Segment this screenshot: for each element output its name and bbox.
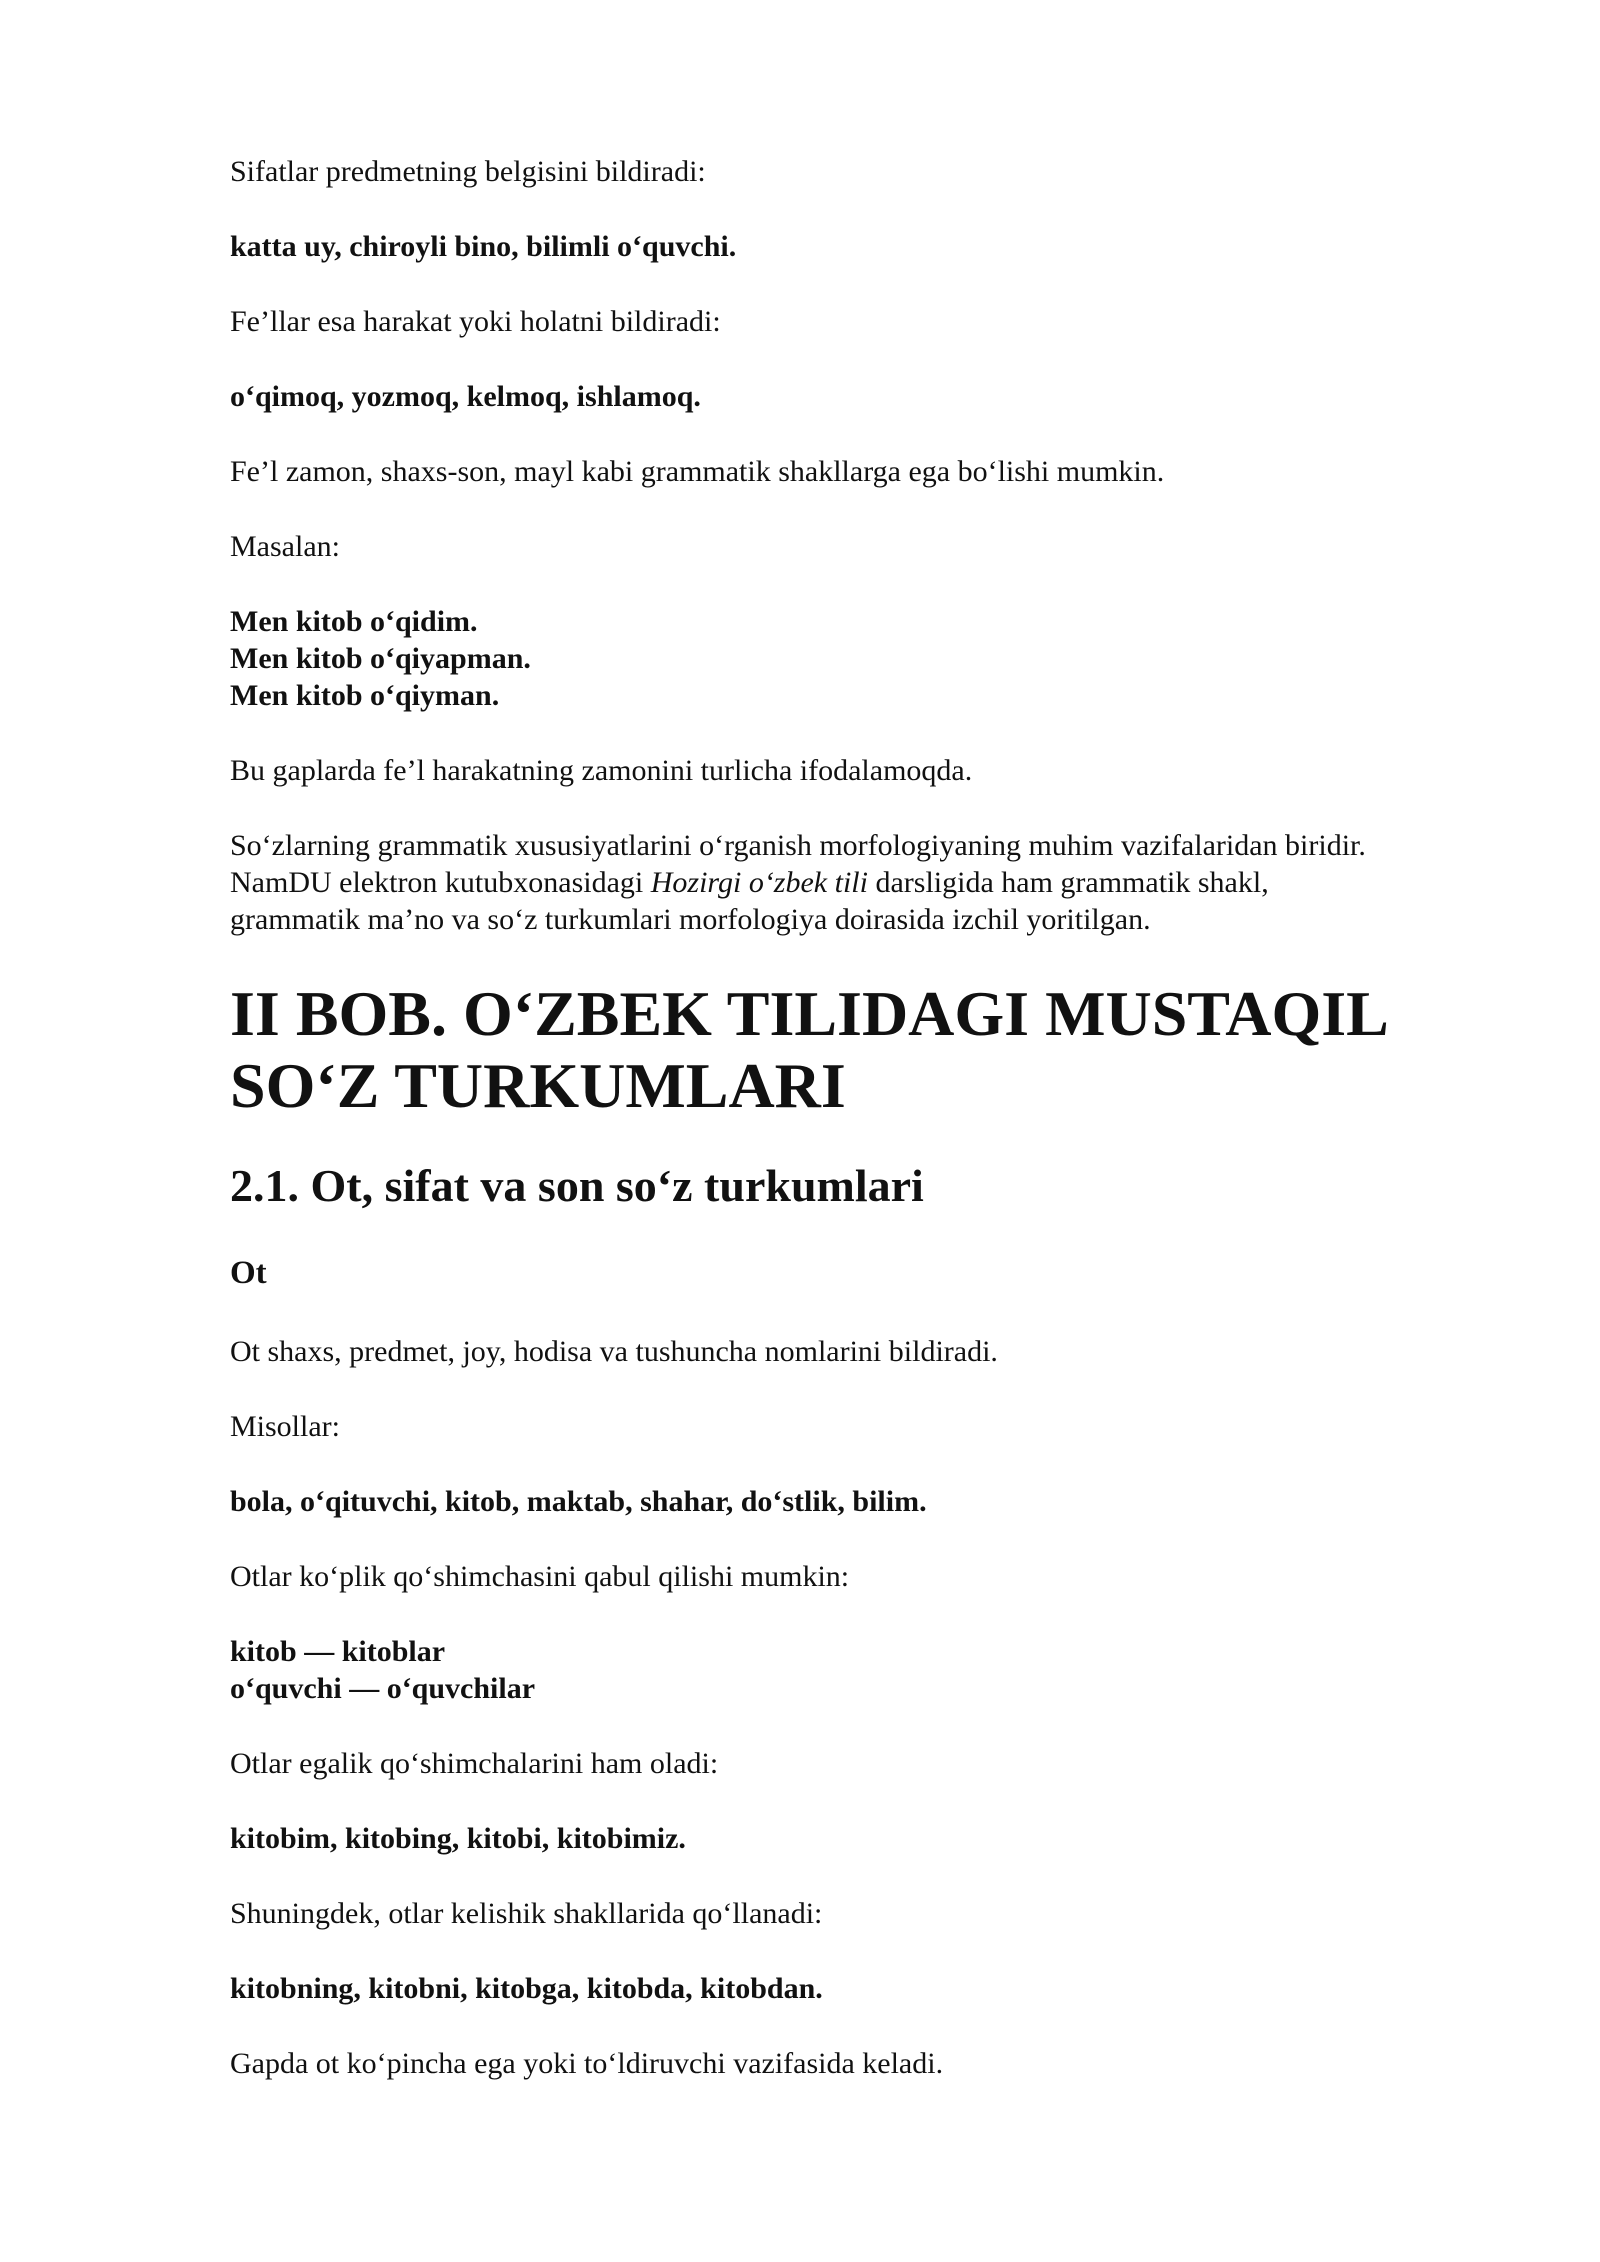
- text-run: darsligida ham grammatik shakl,: [867, 866, 1269, 899]
- example-sentence: Men kitob o‘qiyman.: [230, 679, 500, 712]
- chapter-title-line: II BOB. O‘ZBEK TILIDAGI MUSTAQIL: [230, 978, 1389, 1049]
- paragraph-egalik: Otlar egalik qo‘shimchalarini ham oladi:: [230, 1747, 719, 1780]
- book-title: Hozirgi o‘zbek tili: [650, 866, 868, 899]
- example-sentence: Men kitob o‘qiyapman.: [230, 642, 531, 675]
- chapter-title-line: SO‘Z TURKUMLARI: [230, 1050, 846, 1121]
- paragraph-masalan: Masalan:: [230, 530, 340, 563]
- paragraph-ot-definition: Ot shaxs, predmet, joy, hodisa va tushuncha nomlarini bildiradi.: [230, 1335, 998, 1368]
- example-sentence: Men kitob o‘qidim.: [230, 605, 478, 638]
- example-koplik: o‘quvchi — o‘quvchilar: [230, 1672, 536, 1705]
- paragraph-gapda-ot: Gapda ot ko‘pincha ega yoki to‘ldiruvchi vazifasida keladi.: [230, 2047, 944, 2080]
- paragraph-morfologiya-line: grammatik ma’no va so‘z turkumlari morfologiya doirasida izchil yoritilgan.: [230, 903, 1151, 936]
- example-kelishik: kitobning, kitobni, kitobga, kitobda, kitobdan.: [230, 1972, 823, 2005]
- section-title: 2.1. Ot, sifat va son so‘z turkumlari: [230, 1160, 924, 1211]
- subsection-title: Ot: [230, 1255, 267, 1291]
- example-egalik: kitobim, kitobing, kitobi, kitobimiz.: [230, 1822, 686, 1855]
- paragraph-morfologiya-line: [230, 864, 1269, 901]
- paragraph-morfologiya-line: So‘zlarning grammatik xususiyatlarini o‘rganish morfologiyaning muhim vazifalaridan biridir.: [230, 829, 1366, 862]
- example-otlar: bola, o‘qituvchi, kitob, maktab, shahar, do‘stlik, bilim.: [230, 1485, 927, 1518]
- example-sifatlar: katta uy, chiroyli bino, bilimli o‘quvchi.: [230, 230, 737, 263]
- text-run: NamDU elektron kutubxonasidagi: [230, 866, 651, 899]
- paragraph-sifatlar: Sifatlar predmetning belgisini bildiradi:: [230, 155, 706, 188]
- paragraph-koplik: Otlar ko‘plik qo‘shimchasini qabul qilishi mumkin:: [230, 1560, 850, 1593]
- example-fellar: o‘qimoq, yozmoq, kelmoq, ishlamoq.: [230, 380, 701, 413]
- example-koplik: kitob — kitoblar: [230, 1635, 446, 1668]
- paragraph-fellar: Fe’llar esa harakat yoki holatni bildiradi:: [230, 305, 721, 338]
- paragraph-zamon: Bu gaplarda fe’l harakatning zamonini turlicha ifodalamoqda.: [230, 754, 973, 787]
- paragraph-kelishik: Shuningdek, otlar kelishik shakllarida qo‘llanadi:: [230, 1897, 823, 1930]
- paragraph-misollar: Misollar:: [230, 1410, 340, 1443]
- paragraph-fel-zamon: Fe’l zamon, shaxs-son, mayl kabi grammatik shakllarga ega bo‘lishi mumkin.: [230, 455, 1165, 488]
